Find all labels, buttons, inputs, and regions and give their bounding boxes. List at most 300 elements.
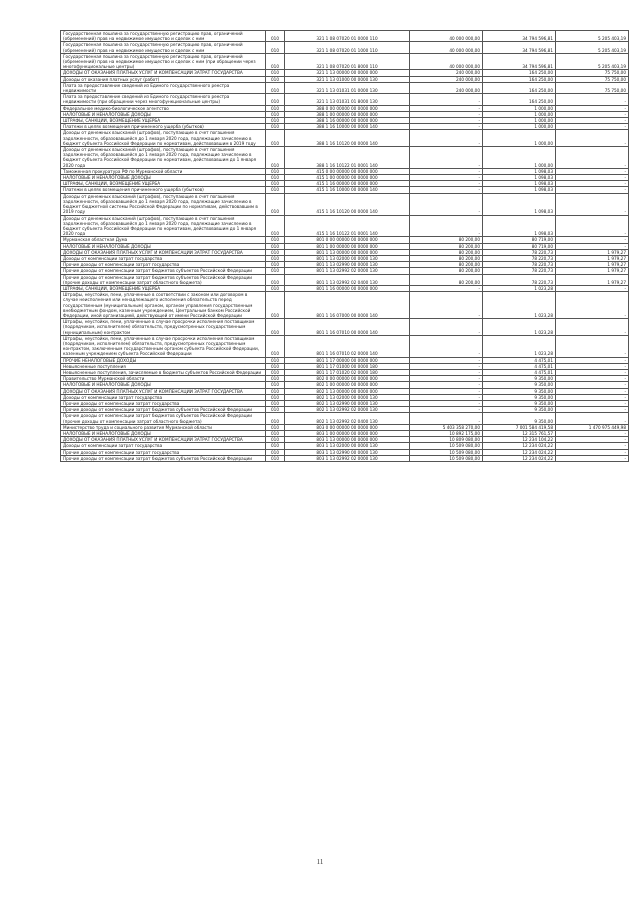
row-rest-cell: - [556, 369, 629, 375]
row-code-cell: 010 [266, 388, 285, 394]
row-fact-cell: 34 794 596,81 [483, 42, 556, 53]
row-name-cell: Правительство Мурманской области [61, 376, 266, 382]
row-name-cell: Государственная пошлина за государственную регистрацию прав, ограничений (обременений) прав на недвижимое имущество и сделок с ним [61, 42, 266, 53]
row-fact-cell: 1 000,00 [483, 105, 556, 111]
row-rest-cell: - [556, 147, 629, 169]
row-rest-cell: - [556, 455, 629, 461]
row-plan-cell: - [410, 357, 483, 363]
row-plan-cell: - [410, 401, 483, 407]
row-code-cell: 010 [266, 285, 285, 291]
row-code-cell: 010 [266, 168, 285, 174]
row-kbk-cell: 801 1 00 00000 00 0000 000 [285, 243, 410, 249]
row-code-cell: 010 [266, 319, 285, 336]
row-fact-cell: 164 250,00 [483, 76, 556, 82]
row-name-cell: Доходы от денежных взысканий (штрафов), поступающие в счет погашения задолженности, образовавшейся до 1 января 2020 года, подлежащие зачислению в бюджет субъекта Российской Федерации по нормативам, действовавшим в 2019 году [61, 130, 266, 147]
row-kbk-cell: 802 1 00 00000 00 0000 000 [285, 382, 410, 388]
row-fact-cell: 1 098,03 [483, 215, 556, 237]
row-fact-cell: 78 220,73 [483, 268, 556, 274]
row-name-cell: Доходы от компенсации затрат государства [61, 394, 266, 400]
row-kbk-cell: 415 1 16 10122 01 0001 140 [285, 215, 410, 237]
row-plan-cell: 80 200,00 [410, 237, 483, 243]
row-fact-cell: 1 000,00 [483, 124, 556, 130]
row-plan-cell: - [410, 335, 483, 357]
row-fact-cell: 12 234 024,22 [483, 449, 556, 455]
row-kbk-cell: 415 1 16 10120 00 0000 140 [285, 193, 410, 215]
row-code-cell: 010 [266, 31, 285, 42]
row-name-cell: ШТРАФЫ, САНКЦИИ, ВОЗМЕЩЕНИЕ УЩЕРБА [61, 118, 266, 124]
row-fact-cell: 4 475,01 [483, 369, 556, 375]
row-name-cell: Прочие доходы от компенсации затрат государства [61, 449, 266, 455]
row-fact-cell: 7 001 584 419,58 [483, 424, 556, 430]
row-rest-cell: 1 979,27 [556, 255, 629, 261]
row-rest-cell: 5 205 403,19 [556, 53, 629, 70]
row-plan-cell: 80 200,00 [410, 262, 483, 268]
row-fact-cell: 1 000,00 [483, 118, 556, 124]
page-number: 11 [316, 858, 324, 866]
row-plan-cell: 10 509 080,00 [410, 455, 483, 461]
row-name-cell: Прочие доходы от компенсации затрат бюджетов субъектов Российской Федерации (прочие доходы от компенсации затрат областного бюджета) [61, 413, 266, 424]
row-kbk-cell: 415 1 00 00000 00 0000 000 [285, 175, 410, 181]
row-rest-cell: - [556, 285, 629, 291]
row-name-cell: Доходы от денежных взысканий (штрафов), поступающие в счет погашения задолженности, образовавшейся до 1 января 2020 года, подлежащие зачислению в бюджет субъекта Российской Федерации по нормативам, действовавшим до 1 января 2020 года [61, 215, 266, 237]
row-kbk-cell: 802 1 13 02992 02 0400 130 [285, 413, 410, 424]
table-row [61, 130, 629, 147]
row-kbk-cell: 802 1 13 02992 02 0000 130 [285, 407, 410, 413]
row-rest-cell: - [556, 431, 629, 437]
row-kbk-cell: 321 1 13 00000 00 0000 000 [285, 70, 410, 76]
row-name-cell: Невыясненные поступления, зачисляемые в бюджеты субъектов Российской Федерации [61, 369, 266, 375]
row-kbk-cell: 388 1 16 10000 00 0000 140 [285, 124, 410, 130]
row-fact-cell: 1 000,00 [483, 147, 556, 169]
row-name-cell: Министерство труда и социального развития Мурманской области [61, 424, 266, 430]
table-row [61, 193, 629, 215]
table-row [61, 274, 629, 285]
table-row [61, 268, 629, 274]
row-code-cell: 010 [266, 249, 285, 255]
row-rest-cell: - [556, 401, 629, 407]
row-code-cell: 010 [266, 357, 285, 363]
row-plan-cell: 80 200,00 [410, 249, 483, 255]
table-row [61, 181, 629, 187]
row-rest-cell: - [556, 437, 629, 443]
row-fact-cell: 164 250,00 [483, 82, 556, 93]
row-kbk-cell: 802 1 13 00000 00 0000 000 [285, 388, 410, 394]
row-plan-cell: - [410, 319, 483, 336]
row-kbk-cell: 388 1 16 10120 00 0000 140 [285, 130, 410, 147]
table-row [61, 455, 629, 461]
table-row [61, 118, 629, 124]
row-kbk-cell: 801 1 16 07010 02 0000 140 [285, 335, 410, 357]
row-name-cell: ДОХОДЫ ОТ ОКАЗАНИЯ ПЛАТНЫХ УСЛУГ И КОМПЕНСАЦИИ ЗАТРАТ ГОСУДАРСТВА [61, 388, 266, 394]
row-plan-cell: - [410, 147, 483, 169]
row-code-cell: 010 [266, 437, 285, 443]
row-fact-cell: 4 475,01 [483, 357, 556, 363]
row-rest-cell: - [556, 388, 629, 394]
row-rest-cell: - [556, 237, 629, 243]
row-code-cell: 010 [266, 376, 285, 382]
row-kbk-cell: 803 1 13 02990 00 0000 130 [285, 449, 410, 455]
row-rest-cell: - [556, 292, 629, 319]
table-row [61, 388, 629, 394]
row-kbk-cell: 801 1 13 02992 02 0000 130 [285, 268, 410, 274]
row-kbk-cell: 321 1 08 07020 01 0000 110 [285, 31, 410, 42]
row-name-cell: ДОХОДЫ ОТ ОКАЗАНИЯ ПЛАТНЫХ УСЛУГ И КОМПЕНСАЦИИ ЗАТРАТ ГОСУДАРСТВА [61, 249, 266, 255]
row-kbk-cell: 388 0 00 00000 00 0000 000 [285, 105, 410, 111]
row-code-cell: 010 [266, 413, 285, 424]
row-kbk-cell: 801 1 17 01020 02 0000 180 [285, 369, 410, 375]
table-row [61, 249, 629, 255]
table-row [61, 76, 629, 82]
row-code-cell: 010 [266, 70, 285, 76]
row-kbk-cell: 803 1 13 02992 02 0000 130 [285, 455, 410, 461]
row-rest-cell: - [556, 130, 629, 147]
row-code-cell: 010 [266, 124, 285, 130]
row-rest-cell: - [556, 215, 629, 237]
row-fact-cell: 164 250,00 [483, 70, 556, 76]
row-rest-cell: - [556, 94, 629, 105]
row-kbk-cell: 801 0 00 00000 00 0000 000 [285, 237, 410, 243]
table-row [61, 255, 629, 261]
row-fact-cell: 1 023,28 [483, 292, 556, 319]
row-rest-cell: 75 750,00 [556, 82, 629, 93]
row-fact-cell: 78 220,73 [483, 262, 556, 268]
row-plan-cell: - [410, 111, 483, 117]
table-row [61, 53, 629, 70]
row-rest-cell: 5 205 403,19 [556, 42, 629, 53]
row-kbk-cell: 802 1 13 02990 00 0000 130 [285, 401, 410, 407]
row-rest-cell: - [556, 124, 629, 130]
row-kbk-cell: 415 1 16 10000 00 0000 140 [285, 187, 410, 193]
row-name-cell: Штрафы, неустойки, пени, уплаченные в случае просрочки исполнения поставщиком (подрядчиком, исполнителем) обязательств, предусмотренных государственным контрактом, заключенным государственным органом субъекта Российской Федерации, казенным учреждением субъекта Российской Федерации [61, 335, 266, 357]
row-plan-cell: 80 200,00 [410, 274, 483, 285]
row-code-cell: 010 [266, 335, 285, 357]
row-fact-cell: 78 220,73 [483, 249, 556, 255]
row-code-cell: 010 [266, 94, 285, 105]
table-row [61, 443, 629, 449]
row-code-cell: 010 [266, 76, 285, 82]
row-name-cell: Таможенная прокуратура РФ по Мурманской области [61, 168, 266, 174]
row-rest-cell: - [556, 394, 629, 400]
revenue-report-table [60, 30, 629, 462]
row-fact-cell: 9 350,00 [483, 388, 556, 394]
row-fact-cell: 4 475,01 [483, 363, 556, 369]
row-rest-cell: - [556, 407, 629, 413]
table-row [61, 111, 629, 117]
row-plan-cell: - [410, 382, 483, 388]
row-code-cell: 010 [266, 382, 285, 388]
row-kbk-cell: 321 1 13 01000 00 0000 130 [285, 76, 410, 82]
row-rest-cell: 1 979,27 [556, 274, 629, 285]
row-kbk-cell: 321 1 08 07020 01 1000 110 [285, 42, 410, 53]
row-kbk-cell: 801 1 13 02990 00 0000 130 [285, 262, 410, 268]
table-row [61, 124, 629, 130]
row-kbk-cell: 801 1 17 01000 00 0000 180 [285, 363, 410, 369]
row-plan-cell: - [410, 168, 483, 174]
row-rest-cell: - [556, 111, 629, 117]
row-fact-cell: 12 234 024,22 [483, 443, 556, 449]
row-rest-cell: - [556, 181, 629, 187]
table-row [61, 407, 629, 413]
row-name-cell: Невыясненные поступления [61, 363, 266, 369]
table-row [61, 335, 629, 357]
row-code-cell: 010 [266, 262, 285, 268]
row-kbk-cell: 388 1 16 10122 01 0001 140 [285, 147, 410, 169]
row-name-cell: Платежи в целях возмещения причиненного ущерба (убытков) [61, 187, 266, 193]
row-code-cell: 010 [266, 53, 285, 70]
row-rest-cell: - [556, 319, 629, 336]
table-row [61, 394, 629, 400]
row-name-cell: Плата за предоставление сведений из Единого государственного реестра недвижимости [61, 82, 266, 93]
table-row [61, 70, 629, 76]
row-name-cell: НАЛОГОВЫЕ И НЕНАЛОГОВЫЕ ДОХОДЫ [61, 431, 266, 437]
row-name-cell: ДОХОДЫ ОТ ОКАЗАНИЯ ПЛАТНЫХ УСЛУГ И КОМПЕНСАЦИИ ЗАТРАТ ГОСУДАРСТВА [61, 437, 266, 443]
row-fact-cell: 34 794 596,81 [483, 31, 556, 42]
row-code-cell: 010 [266, 424, 285, 430]
row-name-cell: Доходы от компенсации затрат государства [61, 443, 266, 449]
table-row [61, 413, 629, 424]
row-kbk-cell: 388 1 00 00000 00 0000 000 [285, 111, 410, 117]
row-kbk-cell: 321 1 13 01031 01 0000 130 [285, 82, 410, 93]
row-code-cell: 010 [266, 42, 285, 53]
row-plan-cell: - [410, 285, 483, 291]
row-name-cell: Прочие доходы от компенсации затрат бюджетов субъектов Российской Федерации (прочие доходы от компенсации затрат областного бюджета) [61, 274, 266, 285]
row-kbk-cell: 803 1 00 00000 00 0000 000 [285, 431, 410, 437]
row-name-cell: НАЛОГОВЫЕ И НЕНАЛОГОВЫЕ ДОХОДЫ [61, 111, 266, 117]
row-code-cell: 010 [266, 130, 285, 147]
row-name-cell: Мурманская областная Дума [61, 237, 266, 243]
row-rest-cell: - [556, 449, 629, 455]
row-kbk-cell: 801 1 13 00000 00 0000 000 [285, 249, 410, 255]
row-fact-cell: 78 220,73 [483, 274, 556, 285]
row-plan-cell: 240 000,00 [410, 76, 483, 82]
row-rest-cell: - [556, 105, 629, 111]
row-code-cell: 010 [266, 111, 285, 117]
row-code-cell: 010 [266, 181, 285, 187]
row-fact-cell: 1 098,03 [483, 175, 556, 181]
row-fact-cell: 1 023,28 [483, 285, 556, 291]
table-row [61, 424, 629, 430]
row-code-cell: 010 [266, 394, 285, 400]
row-fact-cell: 80 719,00 [483, 243, 556, 249]
row-name-cell: ШТРАФЫ, САНКЦИИ, ВОЗМЕЩЕНИЕ УЩЕРБА [61, 285, 266, 291]
row-kbk-cell: 801 1 13 02992 02 0400 130 [285, 274, 410, 285]
row-code-cell: 010 [266, 407, 285, 413]
row-rest-cell: 5 205 403,19 [556, 31, 629, 42]
row-kbk-cell: 803 1 13 00000 00 0000 000 [285, 437, 410, 443]
row-name-cell: Государственная пошлина за государственную регистрацию прав, ограничений (обременений) прав на недвижимое имущество и сделок с ним (при обращении через многофункциональные центры) [61, 53, 266, 70]
table-row [61, 187, 629, 193]
row-code-cell: 010 [266, 82, 285, 93]
row-code-cell: 010 [266, 443, 285, 449]
table-row [61, 243, 629, 249]
row-code-cell: 010 [266, 449, 285, 455]
row-code-cell: 010 [266, 187, 285, 193]
row-fact-cell: 9 350,00 [483, 376, 556, 382]
row-plan-cell: - [410, 193, 483, 215]
row-fact-cell: 9 350,00 [483, 407, 556, 413]
row-plan-cell: - [410, 413, 483, 424]
row-fact-cell: 9 350,00 [483, 382, 556, 388]
row-kbk-cell: 415 1 16 00000 00 0000 000 [285, 181, 410, 187]
row-plan-cell: 10 892 175,00 [410, 431, 483, 437]
row-name-cell: Плата за предоставление сведений из Единого государственного реестра недвижимости (при обращении через многофункциональные центры) [61, 94, 266, 105]
row-kbk-cell: 388 1 16 00000 00 0000 000 [285, 118, 410, 124]
row-kbk-cell: 801 1 17 00000 00 0000 000 [285, 357, 410, 363]
row-plan-cell: 10 509 080,00 [410, 449, 483, 455]
row-rest-cell: - [556, 413, 629, 424]
row-rest-cell: 1 979,27 [556, 262, 629, 268]
row-name-cell: Доходы от компенсации затрат государства [61, 255, 266, 261]
table-row [61, 369, 629, 375]
table-row [61, 319, 629, 336]
row-fact-cell: 9 350,00 [483, 413, 556, 424]
row-code-cell: 010 [266, 274, 285, 285]
row-kbk-cell: 801 1 16 07010 00 0000 140 [285, 319, 410, 336]
row-name-cell: Штрафы, неустойки, пени, уплаченные в соответствии с законом или договором в случае неисполнения или ненадлежащего исполнения обязательств перед государственным (муниципальным) органом, органом управления государственным внебюджетным фондом, казенным учреждением, Центральным банком Российской Федерации, иной организацией, действующей от имени Российской Федерации [61, 292, 266, 319]
row-plan-cell: - [410, 363, 483, 369]
row-kbk-cell: 801 1 13 02000 00 0000 130 [285, 255, 410, 261]
row-fact-cell: 34 794 596,81 [483, 53, 556, 70]
row-rest-cell: - [556, 335, 629, 357]
row-kbk-cell: 802 1 13 02000 00 0000 130 [285, 394, 410, 400]
row-name-cell: НАЛОГОВЫЕ И НЕНАЛОГОВЫЕ ДОХОДЫ [61, 382, 266, 388]
table-row [61, 431, 629, 437]
row-rest-cell: - [556, 193, 629, 215]
table-row [61, 82, 629, 93]
row-plan-cell: 40 000 000,00 [410, 42, 483, 53]
row-fact-cell: 9 350,00 [483, 394, 556, 400]
row-code-cell: 010 [266, 455, 285, 461]
row-name-cell: Федеральное медико-биологическое агентство [61, 105, 266, 111]
row-code-cell: 010 [266, 431, 285, 437]
row-code-cell: 010 [266, 255, 285, 261]
table-row [61, 42, 629, 53]
row-fact-cell: 1 023,28 [483, 335, 556, 357]
row-fact-cell: 80 719,00 [483, 237, 556, 243]
row-name-cell: Доходы от денежных взысканий (штрафов), поступающие в счет погашения задолженности, образовавшейся до 1 января 2020 года, подлежащие зачислению в бюджет бюджетной системы Российской Федерации по нормативам, действовавшим в 2019 году [61, 193, 266, 215]
row-plan-cell: 80 200,00 [410, 243, 483, 249]
row-code-cell: 010 [266, 175, 285, 181]
row-kbk-cell: 801 1 16 00000 00 0000 000 [285, 285, 410, 291]
row-code-cell: 010 [266, 105, 285, 111]
row-name-cell: Платежи в целях возмещения причиненного ущерба (убытков) [61, 124, 266, 130]
row-fact-cell: 1 000,00 [483, 111, 556, 117]
row-rest-cell: - [556, 376, 629, 382]
table-row [61, 168, 629, 174]
row-name-cell: Прочие доходы от компенсации затрат государства [61, 401, 266, 407]
row-fact-cell: 1 098,03 [483, 193, 556, 215]
row-plan-cell: - [410, 94, 483, 105]
row-rest-cell: - [556, 118, 629, 124]
table-row [61, 175, 629, 181]
row-code-cell: 010 [266, 268, 285, 274]
row-kbk-cell: 801 1 16 07000 00 0000 140 [285, 292, 410, 319]
row-name-cell: ПРОЧИЕ НЕНАЛОГОВЫЕ ДОХОДЫ [61, 357, 266, 363]
row-plan-cell: - [410, 118, 483, 124]
row-name-cell: ДОХОДЫ ОТ ОКАЗАНИЯ ПЛАТНЫХ УСЛУГ И КОМПЕНСАЦИИ ЗАТРАТ ГОСУДАРСТВА [61, 70, 266, 76]
row-plan-cell: 40 000 000,00 [410, 53, 483, 70]
row-plan-cell: 10 509 080,00 [410, 443, 483, 449]
row-plan-cell: - [410, 130, 483, 147]
row-plan-cell: - [410, 175, 483, 181]
row-plan-cell: - [410, 407, 483, 413]
row-rest-cell: - [556, 168, 629, 174]
row-plan-cell: - [410, 369, 483, 375]
row-kbk-cell: 415 0 00 00000 00 0000 000 [285, 168, 410, 174]
row-code-cell: 010 [266, 118, 285, 124]
row-code-cell: 010 [266, 363, 285, 369]
row-fact-cell: 12 315 761,57 [483, 431, 556, 437]
table-row [61, 437, 629, 443]
table-row [61, 449, 629, 455]
row-rest-cell: 1 470 975 449,98 [556, 424, 629, 430]
row-fact-cell: 12 234 024,22 [483, 455, 556, 461]
row-fact-cell: 1 098,03 [483, 168, 556, 174]
table-row [61, 401, 629, 407]
row-fact-cell: 12 234 104,22 [483, 437, 556, 443]
row-fact-cell: 1 098,03 [483, 187, 556, 193]
row-rest-cell: 75 750,00 [556, 70, 629, 76]
table-row [61, 94, 629, 105]
row-plan-cell: - [410, 105, 483, 111]
row-plan-cell: - [410, 388, 483, 394]
row-rest-cell: - [556, 443, 629, 449]
row-kbk-cell: 802 0 00 00000 00 0000 000 [285, 376, 410, 382]
row-code-cell: 010 [266, 243, 285, 249]
row-plan-cell: - [410, 187, 483, 193]
row-kbk-cell: 803 1 13 02000 00 0000 130 [285, 443, 410, 449]
row-name-cell: Прочие доходы от компенсации затрат бюджетов субъектов Российской Федерации [61, 407, 266, 413]
row-fact-cell: 1 098,03 [483, 181, 556, 187]
row-kbk-cell: 803 0 00 00000 00 0000 000 [285, 424, 410, 430]
row-plan-cell: 40 000 000,00 [410, 31, 483, 42]
row-fact-cell: 1 023,28 [483, 319, 556, 336]
row-plan-cell: 240 000,00 [410, 82, 483, 93]
row-code-cell: 010 [266, 237, 285, 243]
row-plan-cell: 80 200,00 [410, 255, 483, 261]
row-name-cell: Доходы от денежных взысканий (штрафов), поступающие в счет погашения задолженности, образовавшейся до 1 января 2020 года, подлежащие зачислению в бюджет субъекта Российской Федерации по нормативам, действовавшим до 1 января 2020 года [61, 147, 266, 169]
row-code-cell: 010 [266, 292, 285, 319]
row-fact-cell: 1 000,00 [483, 130, 556, 147]
row-rest-cell: - [556, 357, 629, 363]
row-plan-cell: - [410, 181, 483, 187]
row-plan-cell: - [410, 124, 483, 130]
row-name-cell: НАЛОГОВЫЕ И НЕНАЛОГОВЫЕ ДОХОДЫ [61, 243, 266, 249]
table-row [61, 215, 629, 237]
row-name-cell: НАЛОГОВЫЕ И НЕНАЛОГОВЫЕ ДОХОДЫ [61, 175, 266, 181]
row-fact-cell: 9 350,00 [483, 401, 556, 407]
row-plan-cell: - [410, 394, 483, 400]
row-plan-cell: - [410, 376, 483, 382]
row-name-cell: Штрафы, неустойки, пени, уплаченные в случае просрочки исполнения поставщиком (подрядчиком, исполнителем) обязательств, предусмотренных государственным (муниципальным) контрактом [61, 319, 266, 336]
row-code-cell: 010 [266, 193, 285, 215]
table-row [61, 292, 629, 319]
row-code-cell: 010 [266, 369, 285, 375]
row-name-cell: Прочие доходы от компенсации затрат государства [61, 262, 266, 268]
row-plan-cell: 80 200,00 [410, 268, 483, 274]
row-rest-cell: 1 979,27 [556, 268, 629, 274]
row-name-cell: ШТРАФЫ, САНКЦИИ, ВОЗМЕЩЕНИЕ УЩЕРБА [61, 181, 266, 187]
table-row [61, 285, 629, 291]
row-fact-cell: 78 220,73 [483, 255, 556, 261]
row-rest-cell: - [556, 363, 629, 369]
row-plan-cell: 240 000,00 [410, 70, 483, 76]
row-name-cell: Прочие доходы от компенсации затрат бюджетов субъектов Российской Федерации [61, 268, 266, 274]
row-plan-cell: 10 809 080,00 [410, 437, 483, 443]
row-name-cell: Государственная пошлина за государственную регистрацию прав, ограничений (обременений) прав на недвижимое имущество и сделок с ним [61, 31, 266, 42]
table-row [61, 147, 629, 169]
table-row [61, 105, 629, 111]
